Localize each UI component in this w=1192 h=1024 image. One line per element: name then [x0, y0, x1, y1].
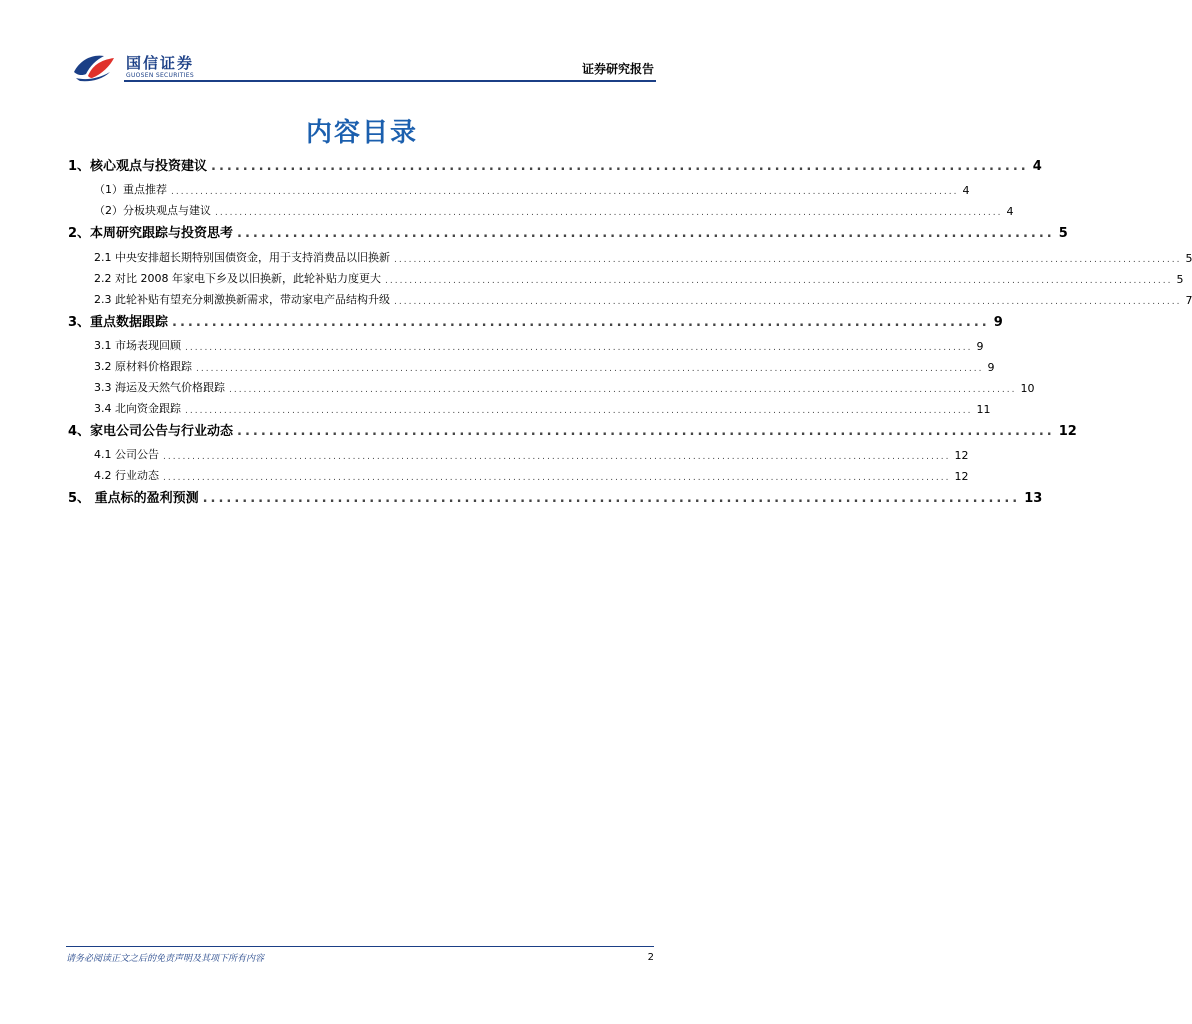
toc-entry-label: （2）分板块观点与建议	[94, 204, 211, 217]
toc-entry-label: 1、核心观点与投资建议	[68, 159, 208, 174]
toc-entry-label: 3、重点数据跟踪	[68, 315, 169, 330]
logo-english-name: GUOSEN SECURITIES	[126, 72, 195, 79]
toc-leader-dots: ..................................................................................................................................................................	[394, 297, 1182, 307]
toc-entry-label: 4.1 公司公告	[94, 448, 159, 461]
toc-entry-label: 4、家电公司公告与行业动态	[68, 424, 234, 439]
toc-entry-page: 7	[1185, 294, 1192, 307]
toc-title: 内容目录	[305, 118, 418, 148]
toc-entry-label: 2.1 中央安排超长期特别国债资金，用于支持消费品以旧换新	[94, 251, 390, 264]
toc-leader-dots: ..................................................................................................................................................................	[171, 187, 959, 197]
toc-entry-page: 12	[954, 449, 969, 462]
toc-entry-page: 4	[1032, 159, 1042, 174]
toc-entry-page: 4	[1006, 205, 1014, 218]
toc-entry[interactable]	[68, 310, 1003, 330]
toc-entry[interactable]	[68, 486, 1043, 506]
toc-entry-label: 2.3 此轮补贴有望充分刺激换新需求，带动家电产品结构升级	[94, 293, 390, 306]
toc-entry-page: 13	[1024, 491, 1043, 506]
toc-leader-dots: ..................................................................................................................................................................	[384, 276, 1173, 286]
toc-leader-dots: .......................................................................................................	[237, 226, 1055, 241]
toc-entry[interactable]	[68, 245, 1192, 265]
logo-chinese-name: 国信证券	[126, 54, 195, 72]
toc-entry[interactable]	[68, 287, 1192, 307]
toc-leader-dots: ..................................................................................................................................................................	[163, 452, 951, 462]
toc-entry-label: 5、 重点标的盈利预测	[68, 491, 199, 506]
toc-entry-label: 2、本周研究跟踪与投资思考	[68, 226, 234, 241]
toc-leader-dots: .......................................................................................................	[202, 491, 1021, 506]
toc-entry[interactable]	[68, 221, 1068, 241]
toc-entry-page: 5	[1185, 252, 1192, 265]
toc-leader-dots: ..................................................................................................................................................................	[185, 343, 973, 353]
toc-entry[interactable]	[68, 396, 991, 416]
toc-entry-page: 9	[993, 315, 1003, 330]
header-divider	[124, 80, 656, 82]
toc-entry[interactable]	[68, 154, 1042, 174]
toc-leader-dots: ..................................................................................................................................................................	[394, 255, 1182, 265]
toc-leader-dots: ..................................................................................................................................................................	[163, 473, 951, 483]
page-number: 2	[647, 952, 654, 963]
toc-leader-dots: .......................................................................................................	[211, 159, 1029, 174]
toc-leader-dots: ..................................................................................................................................................................	[215, 208, 1003, 218]
toc-entry[interactable]	[68, 333, 984, 353]
toc-entry[interactable]	[68, 463, 969, 483]
toc-leader-dots: .......................................................................................................	[172, 315, 990, 330]
guosen-logo	[70, 48, 230, 88]
toc-entry[interactable]	[68, 177, 970, 197]
toc-leader-dots: ..................................................................................................................................................................	[196, 364, 984, 374]
toc-entry-page: 9	[987, 361, 995, 374]
toc-entry-label: 3.1 市场表现回顾	[94, 339, 181, 352]
toc-entry[interactable]	[68, 354, 995, 374]
guosen-logo-icon	[70, 50, 120, 82]
toc-entry-page: 5	[1058, 226, 1068, 241]
report-type-label: 证券研究报告	[581, 62, 654, 76]
toc-leader-dots: ..................................................................................................................................................................	[185, 406, 973, 416]
toc-entry[interactable]	[68, 198, 1014, 218]
toc-entry-label: （1）重点推荐	[94, 183, 167, 196]
toc-leader-dots: .......................................................................................................	[237, 424, 1055, 439]
toc-entry-page: 12	[954, 470, 969, 483]
toc-leader-dots: ..................................................................................................................................................................	[229, 385, 1017, 395]
footer-divider	[66, 946, 654, 947]
toc-entry[interactable]	[68, 375, 1035, 395]
page-header	[0, 0, 724, 90]
toc-entry-page: 11	[976, 403, 991, 416]
toc-entry[interactable]	[68, 419, 1077, 439]
toc-entry-label: 3.3 海运及天然气价格跟踪	[94, 381, 225, 394]
toc-entry-page: 4	[962, 184, 970, 197]
toc-entry-label: 2.2 对比 2008 年家电下乡及以旧换新，此轮补贴力度更大	[94, 272, 381, 285]
toc-entry-page: 5	[1176, 273, 1184, 286]
toc-entry[interactable]	[68, 442, 969, 462]
toc-entry-page: 10	[1020, 382, 1035, 395]
toc-entry-page: 12	[1058, 424, 1077, 439]
toc-entry-label: 3.2 原材料价格跟踪	[94, 360, 192, 373]
toc-entry[interactable]	[68, 266, 1184, 286]
toc-entry-page: 9	[976, 340, 984, 353]
toc-entry-label: 3.4 北向资金跟踪	[94, 402, 181, 415]
footer-disclaimer: 请务必阅读正文之后的免责声明及其项下所有内容	[66, 954, 265, 964]
toc-entry-label: 4.2 行业动态	[94, 469, 159, 482]
